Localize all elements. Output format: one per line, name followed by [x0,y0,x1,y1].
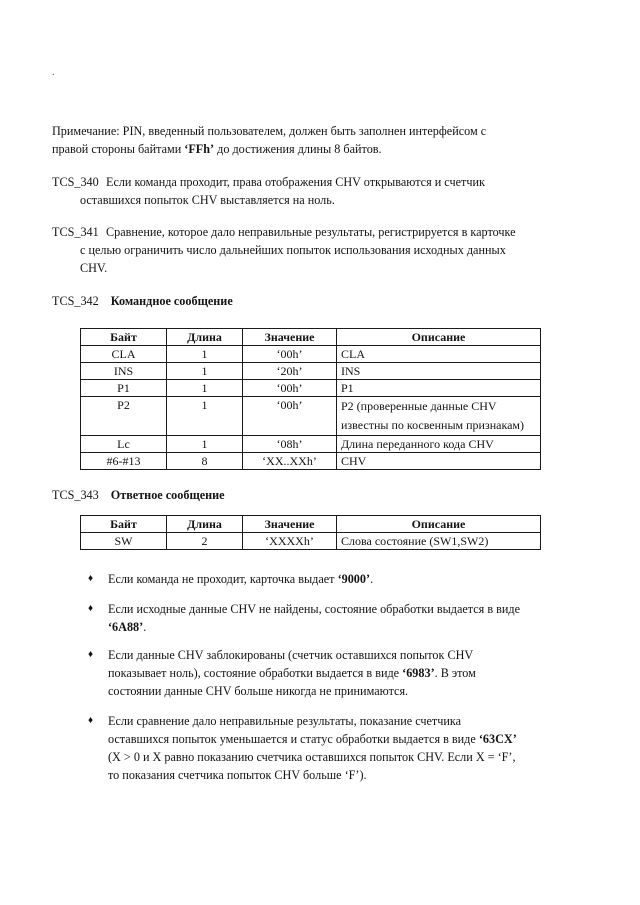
note-line-1: Примечание: PIN, введенный пользователем, должен быть заполнен интерфейсом с [52,124,487,138]
note-paragraph [52,122,592,158]
table-row [81,533,541,550]
cell-length: 1 [167,363,243,380]
cell-length: 2 [167,533,243,550]
bullet-text: Если команда не проходит, карточка выдает ‘9000’. [108,572,374,586]
header-length: Длина [167,329,243,346]
response-message-table [80,515,541,550]
bullet-text: Если исходные данные CHV не найдены, состояние обработки выдается в виде ‘6A88’. [108,602,521,634]
tcs-340-line-2: оставшихся попыток CHV выставляется на ноль. [80,193,335,207]
top-mark: . [52,67,55,78]
note-line-2: правой стороны байтами ‘FFh’ до достижения длины 8 байтов. [52,142,382,156]
cell-description: CLA [337,346,541,363]
table-row [81,436,541,453]
table-row [81,363,541,380]
table-header-row [81,329,541,346]
table-row [81,380,541,397]
cell-value: ‘08h’ [243,436,337,453]
cell-description: Длина переданного кода CHV [337,436,541,453]
bullet-text: Если данные CHV заблокированы (счетчик оставшихся попыток CHV показывает ноль), состояние обработки выдается в виде ‘6983’. В этом состоянии данные CHV больше никогда не принимаются. [108,648,476,698]
table-row [81,453,541,470]
cell-length: 1 [167,436,243,453]
header-value: Значение [243,516,337,533]
cell-byte: P1 [81,380,167,397]
table-header-row [81,516,541,533]
cell-byte: Lc [81,436,167,453]
tcs-341-line-2: с целью ограничить число дальнейших попыток использования исходных данных [80,243,506,257]
cell-length: 1 [167,397,243,436]
bullet-text: Если сравнение дало неправильные результаты, показание счетчика оставшихся попыток уменьшается и статус обработки выдается в виде ‘63CX’ (X > 0 и X равно показанию счетчика оставшихся попыток CHV. Если X = ‘F’, то показания счетчика попыток CHV больше ‘F’). [108,714,517,782]
cell-length: 1 [167,346,243,363]
table-row [81,397,541,436]
header-byte: Байт [81,516,167,533]
cell-value: ‘00h’ [243,397,337,436]
header-byte: Байт [81,329,167,346]
cell-description: CHV [337,453,541,470]
cell-description: INS [337,363,541,380]
tcs-341-line-3: CHV. [80,261,108,275]
cell-byte: INS [81,363,167,380]
diamond-bullet-icon: ♦ [88,573,94,584]
cell-length: 1 [167,380,243,397]
diamond-bullet-icon: ♦ [88,649,94,660]
tcs-340-paragraph [52,173,592,209]
command-message-table [80,328,541,470]
cell-byte: P2 [81,397,167,436]
cell-value: ‘20h’ [243,363,337,380]
tcs-340-line-1: TCS_340 Если команда проходит, права отображения CHV открываются и счетчик [52,175,485,189]
cell-description: P2 (проверенные данные CHV известны по косвенным признакам) [337,397,541,436]
cell-length: 8 [167,453,243,470]
tcs-343-heading: TCS_343 Ответное сообщение [52,488,225,502]
table-row [81,346,541,363]
cell-description: Слова состояние (SW1,SW2) [337,533,541,550]
cell-byte: SW [81,533,167,550]
tcs-341-line-1: TCS_341 Сравнение, которое дало неправильные результаты, регистрируется в карточке [52,225,516,239]
cell-description: P1 [337,380,541,397]
header-description: Описание [337,329,541,346]
cell-value: ‘XXXXh’ [243,533,337,550]
cell-byte: CLA [81,346,167,363]
cell-value: ‘00h’ [243,380,337,397]
tcs-341-paragraph [52,223,592,277]
header-description: Описание [337,516,541,533]
header-value: Значение [243,329,337,346]
header-length: Длина [167,516,243,533]
cell-value: ‘XX..XXh’ [243,453,337,470]
tcs-342-heading: TCS_342 Командное сообщение [52,294,233,308]
diamond-bullet-icon: ♦ [88,603,94,614]
cell-byte: #6-#13 [81,453,167,470]
diamond-bullet-icon: ♦ [88,715,94,726]
cell-value: ‘00h’ [243,346,337,363]
